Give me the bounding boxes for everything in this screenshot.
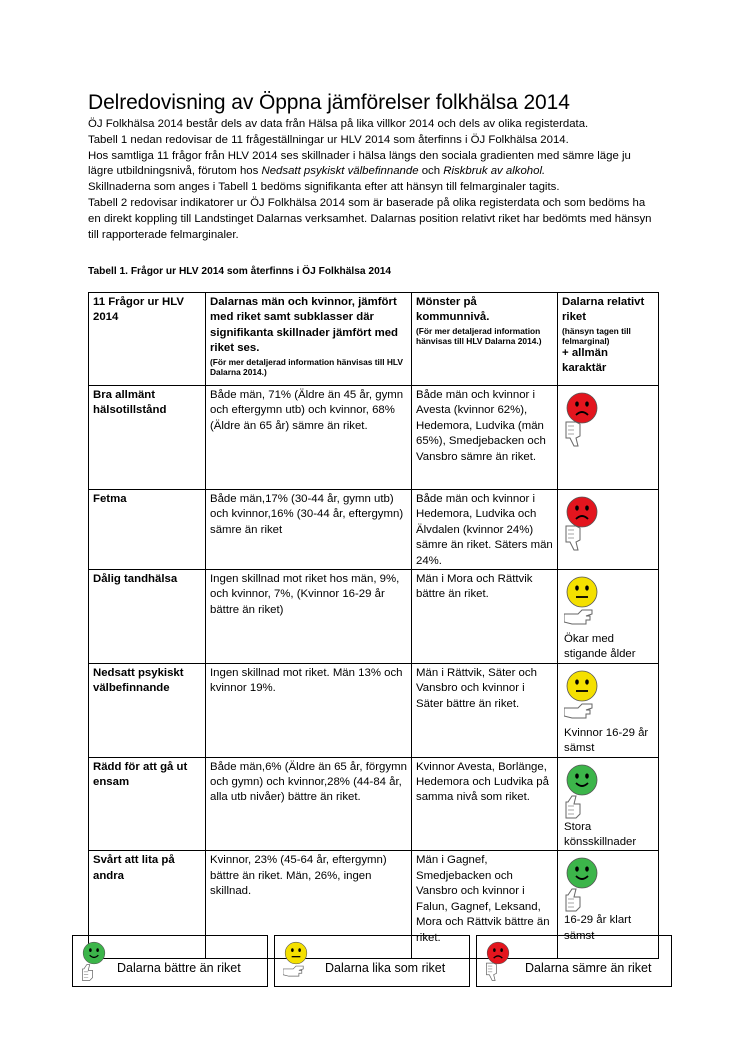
dalarna-cell: Kvinnor, 23% (45-64 år, eftergymn) bättre än riket. Män, 26%, ingen skillnad. <box>206 851 412 959</box>
header-dalarna: Dalarnas män och kvinnor, jämfört med riket samt subklasser där signifikanta skillnader jämfört med riket ses. (För mer detaljerad information hänvisas till HLV Dalarna 2014.) <box>206 293 412 386</box>
header-kommun: Mönster på kommunnivå. (För mer detaljerad information hänvisas till HLV Dalarna 2014.) <box>412 293 558 386</box>
intro-paragraph-1: ÖJ Folkhälsa 2014 består dels av data från Hälsa på lika villkor 2014 och dels av olika registerdata. <box>88 118 589 130</box>
kommun-cell: Män i Gagnef, Smedjebacken och Vansbro och kvinnor i Falun, Gagnef, Leksand, Mora och Rättvik bättre än riket. <box>412 851 558 959</box>
relative-note: Ökar med stigande ålder <box>564 633 636 661</box>
page-title: Delredovisning av Öppna jämförelser folkhälsa 2014 <box>88 91 570 114</box>
table-row <box>89 386 659 490</box>
thumb-down-red-smiley-icon <box>485 940 511 982</box>
dalarna-cell: Ingen skillnad mot riket. Män 13% och kvinnor 19%. <box>206 663 412 757</box>
thumb-side-yellow-smiley-icon <box>564 574 656 632</box>
kommun-cell: Både män och kvinnor i Avesta (kvinnor 62%), Hedemora, Ludvika (män 65%), Smedjebacken och Vansbro sämre än riket. <box>412 386 558 490</box>
question-cell: Fetma <box>89 490 206 570</box>
question-cell: Rädd för att gå ut ensam <box>89 757 206 851</box>
kommun-cell: Både män och kvinnor i Hedemora, Ludvika och Älvdalen (kvinnor 24%) sämre än riket. Säters män 24%. <box>412 490 558 570</box>
intro-paragraph-3: Hos samtliga 11 frågor från HLV 2014 ses skillnader i hälsa längs den sociala gradienten med sämre läge ju lägre utbildningsnivå, förutom hos Nedsatt psykiskt välbefinnande och Riskbruk av alkohol. <box>88 149 631 178</box>
relative-cell <box>558 757 659 851</box>
hlv-table <box>88 292 659 959</box>
question-cell: Nedsatt psykiskt välbefinnande <box>89 663 206 757</box>
relative-note: Kvinnor 16-29 år sämst <box>564 726 649 755</box>
kommun-cell: Män i Mora och Rättvik bättre än riket. <box>412 570 558 664</box>
dalarna-cell: Både män,6% (Äldre än 65 år, förgymn och gymn) och kvinnor,28% (44-84 år, alla utb nivåer) bättre än riket. <box>206 757 412 851</box>
question-cell: Svårt att lita på andra <box>89 851 206 959</box>
relative-note: Stora könsskillnader <box>564 820 637 849</box>
thumb-up-green-smiley-icon <box>81 940 107 982</box>
intro-text <box>88 117 658 243</box>
table-row <box>89 570 659 664</box>
kommun-cell: Män i Rättvik, Säter och Vansbro och kvinnor i Säter bättre än riket. <box>412 663 558 757</box>
intro-paragraph-5: Tabell 2 redovisar indikatorer ur ÖJ Folkhälsa 2014 som är baserade på olika registerdata och som bedöms ha en direkt koppling till Landstinget Dalarnas verksamhet. Dalarnas position relativt riket har bedömts med hänsyn till rapporterade felmarginaler. <box>88 196 652 241</box>
relative-cell <box>558 386 659 490</box>
intro-paragraph-4: Skillnaderna som anges i Tabell 1 bedöms signifikanta efter att hänsyn till felmarginaler tagits. <box>88 181 560 194</box>
intro-paragraph-2: Tabell 1 nedan redovisar de 11 frågeställningar ur HLV 2014 som återfinns i ÖJ Folkhälsa 2014. <box>88 133 569 146</box>
table-header-row <box>89 293 659 386</box>
thumb-up-green-smiley-icon <box>564 855 656 913</box>
table-row <box>89 757 659 851</box>
relative-cell <box>558 570 659 664</box>
thumb-side-yellow-smiley-icon <box>283 940 309 982</box>
relative-cell <box>558 490 659 570</box>
legend-same: Dalarna lika som riket <box>274 935 470 987</box>
legend-better: Dalarna bättre än riket <box>72 935 268 987</box>
table-row <box>89 490 659 570</box>
table-caption: Tabell 1. Frågor ur HLV 2014 som återfinns i ÖJ Folkhälsa 2014 <box>88 266 392 277</box>
header-questions: 11 Frågor ur HLV 2014 <box>89 293 206 386</box>
dalarna-cell: Både män, 71% (Äldre än 45 år, gymn och eftergymn utb) och kvinnor, 68% (Äldre än 65 år) sämre än riket. <box>206 386 412 490</box>
header-relative: Dalarna relativt riket (hänsyn tagen till felmarginal) + allmän karaktär <box>558 293 659 386</box>
question-cell: Dålig tandhälsa <box>89 570 206 664</box>
thumb-side-yellow-smiley-icon <box>564 668 656 726</box>
thumb-down-red-smiley-icon <box>564 494 656 552</box>
thumb-down-red-smiley-icon <box>564 390 656 448</box>
dalarna-cell: Ingen skillnad mot riket hos män, 9%, och kvinnor, 7%, (Kvinnor 16-29 år bättre än riket) <box>206 570 412 664</box>
relative-note: 16-29 år klart sämst <box>564 914 632 942</box>
legend-worse: Dalarna sämre än riket <box>476 935 672 987</box>
kommun-cell: Kvinnor Avesta, Borlänge, Hedemora och Ludvika på samma nivå som riket. <box>412 757 558 851</box>
relative-cell <box>558 663 659 757</box>
table-row <box>89 663 659 757</box>
thumb-up-green-smiley-icon <box>564 762 656 820</box>
question-cell: Bra allmänt hälsotillstånd <box>89 386 206 490</box>
dalarna-cell: Både män,17% (30-44 år, gymn utb) och kvinnor,16% (30-44 år, eftergymn) sämre än riket <box>206 490 412 570</box>
